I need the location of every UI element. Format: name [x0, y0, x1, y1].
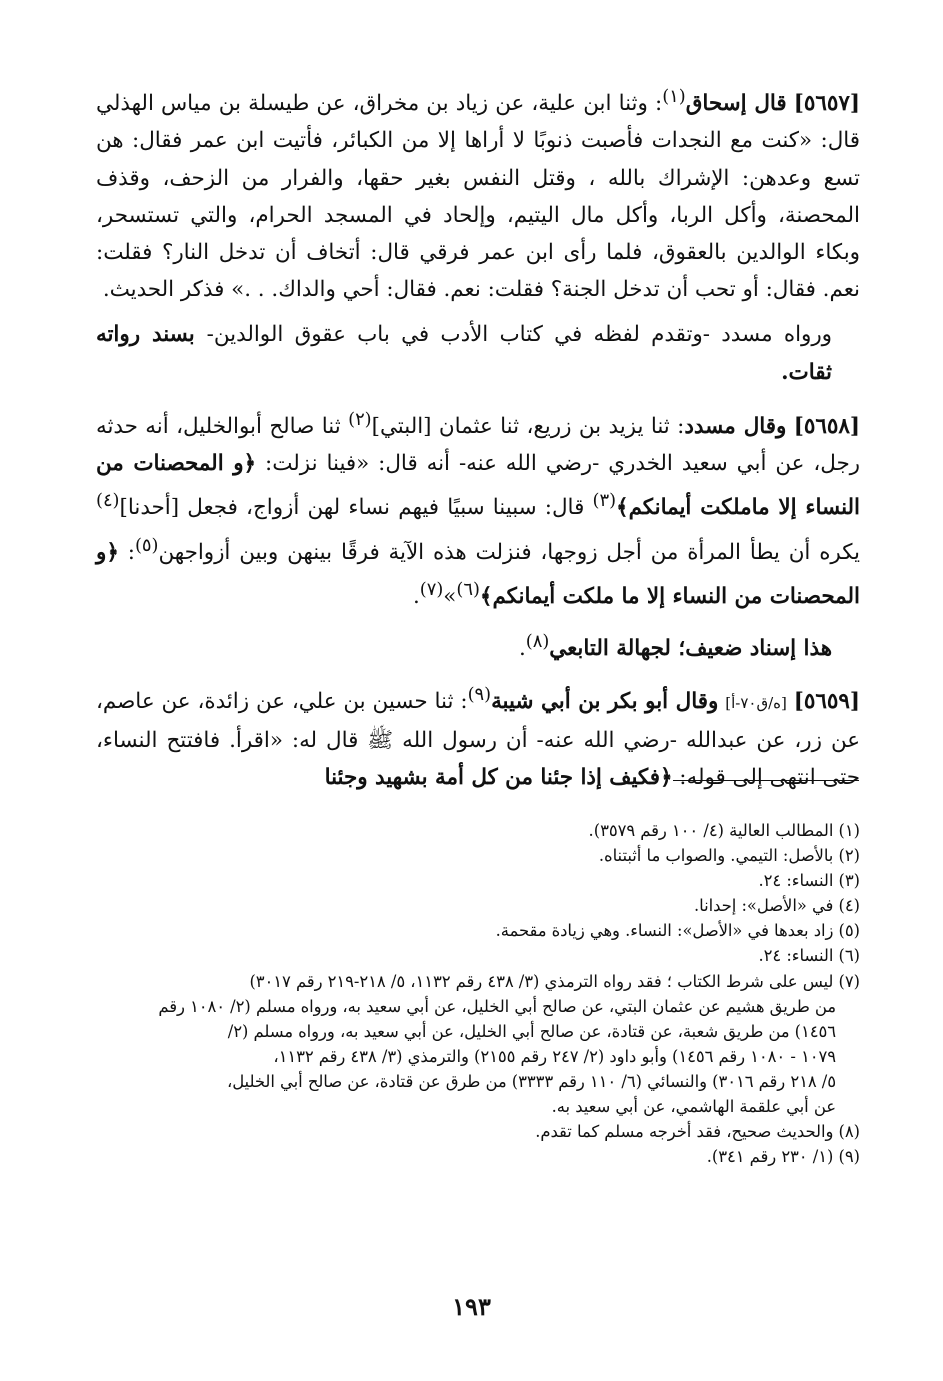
- footnote-ref: (١): [662, 86, 686, 107]
- comment-text: .: [518, 636, 526, 662]
- footnote-continuation: [96, 994, 860, 1019]
- hadith-text: : ثنا يزيد بن زريع، ثنا عثمان [البتي]: [371, 413, 685, 439]
- hadith-entry-5659: [96, 676, 860, 797]
- footnote-text: زاد بعدها في «الأصل»: النساء. وهي زيادة مقحمة.: [495, 921, 834, 941]
- footnote-text: (١/ ٢٣٠ رقم ٣٤١).: [706, 1147, 834, 1167]
- footnote: [96, 918, 860, 943]
- hadith-text: : ثنا حسين بن علي، عن زائدة، عن عاصم، عن زر، عن عبدالله -رضي الله عنه- أن رسول الله ﷺ قال له: «اقرأ. فافتتح النساء، حتى انتهى إلى قوله:: [96, 688, 860, 791]
- footnote-text: والحديث صحيح، فقد أخرجه مسلم كما تقدم.: [535, 1122, 834, 1142]
- narrator: وقال مسدد: [684, 413, 787, 439]
- comment-verdict: هذا إسناد ضعيف؛ لجهالة التابعي: [549, 636, 832, 662]
- isnad-comment: [96, 316, 860, 390]
- comment-text: ورواه مسدد -وتقدم لفظه في كتاب الأدب في باب عقوق الوالدين-: [206, 322, 833, 348]
- footnote-text: النساء: ٢٤.: [758, 871, 834, 891]
- footnote: [96, 1144, 860, 1169]
- footnote-number: (٩): [838, 1147, 860, 1167]
- quran-verse: ﴿فكيف إذا جئنا من كل أمة بشهيد وجئنا: [324, 765, 673, 791]
- footnote-text: النساء: ٢٤.: [758, 946, 834, 966]
- footnote-text: المطالب العالية (٤/ ١٠٠ رقم ٣٥٧٩).: [588, 821, 834, 840]
- footnote: [96, 818, 860, 843]
- footnote-text: ١٠٧٩ - ١٠٨٠ رقم ١٤٥٦) وأبو داود (٢/ ٢٤٧ رقم ٢١٥٥) والترمذي (٣/ ٤٣٨ رقم ١١٣٢،: [273, 1046, 836, 1066]
- footnote-text: في «الأصل»: إحدانا.: [693, 896, 834, 916]
- footnote-continuation: [96, 1069, 860, 1094]
- footnotes: [96, 818, 860, 1169]
- hadith-text: :: [118, 539, 135, 565]
- hadith-text: يكره أن يطأ المرأة من أجل زوجها، فنزلت هذه الآية فرقًا بينهن وبين أزواجهن: [158, 539, 860, 565]
- footnote: [96, 943, 860, 968]
- footnote-ref: (٤): [96, 490, 120, 512]
- footnote-text: عن أبي علقمة الهاشمي، عن أبي سعيد به.: [551, 1097, 836, 1117]
- hadith-entry-5657: [96, 78, 860, 308]
- entry-number: [٥٦٥٧]: [793, 91, 860, 117]
- footnote-number: (٢): [838, 846, 860, 866]
- hadith-entry-5658: [96, 401, 860, 616]
- footnote-number: (٧): [838, 971, 860, 991]
- hadith-text: ثنا صالح أبوالخليل، أنه حدثه رجل، عن أبي سعيد الخدري -رضي الله عنه- أنه قال: «فينا نزلت:: [96, 413, 861, 477]
- footnote-ref: (٥): [134, 534, 159, 556]
- isnad-comment: [96, 623, 860, 667]
- quran-verse: ﴿و المحصنات من النساء إلا ما ملكت أيمانكم﴾: [96, 539, 860, 610]
- footnote-continuation: [96, 1044, 860, 1069]
- comment-verdict: بسند رواته ثقات.: [96, 322, 832, 385]
- hadith-text: قال: سبينا سبيًا فيهم نساء لهن أزواج، فجعل [أحدنا]: [119, 495, 593, 521]
- footnote-ref: (٣): [592, 490, 617, 512]
- hadith-text: .: [412, 584, 420, 610]
- footnote-text: من طريق هشيم عن عثمان البتي، عن صالح أبي الخليل، عن أبي سعيد به، ورواه مسلم (٢/ ١٠٨٠ رقم: [158, 996, 836, 1016]
- page-number: ١٩٣: [452, 1292, 491, 1321]
- footnote-continuation: [96, 1019, 860, 1044]
- quran-verse: ﴿و المحصنات من النساء إلا ماملكت أيمانكم﴾: [96, 451, 860, 521]
- manuscript-ref: [ه/ق٧٠-أ]: [725, 693, 787, 712]
- footnote-ref: (٨): [525, 631, 550, 653]
- footnote-ref: (٢): [348, 408, 372, 430]
- footnote-ref: (٩): [467, 683, 492, 705]
- footnote-text: ٥/ ٢١٨ رقم ٣٠١٦) والنسائي (٦/ ١١٠ رقم ٣٣٣٣) من طرق عن قتادة، عن صالح أبي الخليل،: [226, 1071, 836, 1091]
- footnote-number: (٨): [838, 1122, 860, 1142]
- footnote: [96, 969, 860, 994]
- narrator: وقال أبو بكر بن أبي شيبة: [491, 688, 719, 714]
- footnote-number: (١): [838, 821, 860, 840]
- footnote-number: (٥): [838, 921, 860, 941]
- footnote-number: (٤): [838, 896, 860, 916]
- narrator: قال إسحاق: [685, 91, 787, 117]
- footnote-ref: (٦): [456, 578, 480, 600]
- entry-number: [٥٦٥٩]: [793, 688, 860, 714]
- footnote: [96, 843, 860, 868]
- hadith-text: »: [443, 584, 457, 610]
- footnote: [96, 1119, 860, 1144]
- hadith-text: : وثنا ابن علية، عن زياد بن مخراق، عن طيسلة بن مياس الهذلي قال: «كنت مع النجدات فأصبت ذنوبًا لا أراها إلا من الكبائر، فأتيت ابن عمر فقال: هن تسع وعدهن: الإشراك بالله ، وقتل النفس بغير حقها، والفرار من الزحف، وقذف المحصنة، وأكل الربا، وأكل مال اليتيم، وإلحاد في المسجد الحرام، والتي تستسحر، وبكاء الوالدين بالعقوق، فلما رأى ابن عمر فرقي قال: أتخاف أن تدخل النار؟ فقلت: نعم. فقال: أو تحب أن تدخل الجنة؟ فقلت: نعم. فقال: أحي والداك. . .» فذكر الحديث.: [96, 91, 860, 303]
- footnote: [96, 893, 860, 918]
- footnote: [96, 868, 860, 893]
- footnote-text: ١٤٥٦) من طريق شعبة، عن قتادة، عن صالح أبي الخليل، عن أبي سعيد به، ورواه مسلم (٢/: [227, 1021, 836, 1041]
- footnote-text: بالأصل: التيمي. والصواب ما أثبتناه.: [598, 846, 834, 866]
- footnote-number: (٣): [838, 871, 860, 891]
- entry-number: [٥٦٥٨]: [793, 413, 860, 439]
- footnote-number: (٦): [838, 946, 860, 966]
- main-text: [96, 78, 860, 804]
- footnote-separator: [673, 780, 859, 781]
- footnote-continuation: [96, 1094, 860, 1119]
- footnote-ref: (٧): [419, 578, 444, 600]
- footnote-text: ليس على شرط الكتاب ؛ فقد رواه الترمذي (٣/ ٤٣٨ رقم ١١٣٢، ٥/ ٢١٨-٢١٩ رقم ٣٠١٧): [249, 971, 834, 991]
